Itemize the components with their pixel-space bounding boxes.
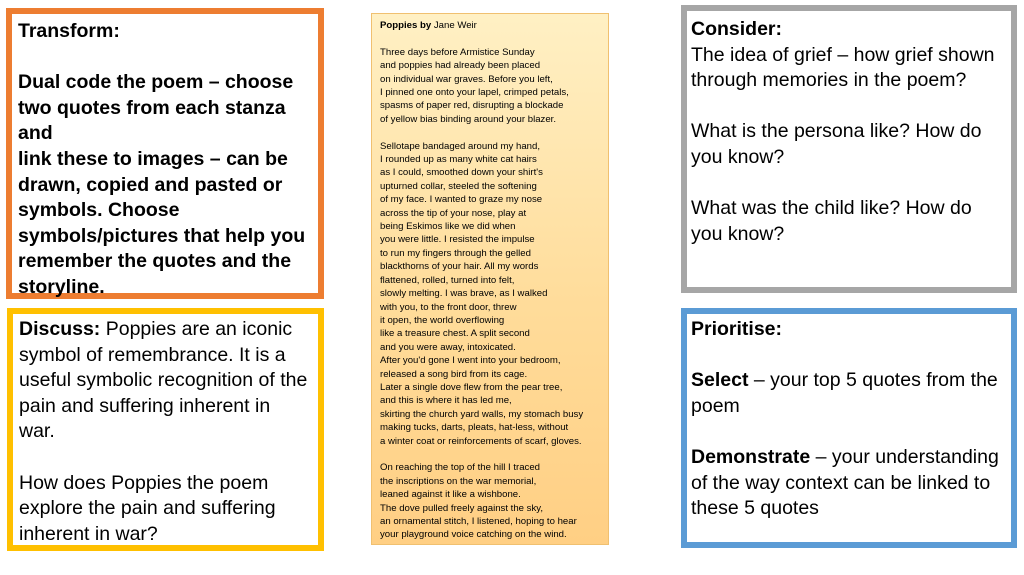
demonstrate-line — [691, 445, 1007, 471]
poem-line: to run my fingers through the gelled — [380, 247, 531, 259]
select-line — [691, 368, 1007, 394]
poem-panel — [371, 13, 609, 545]
stanza-break — [380, 448, 604, 461]
discuss-label: Discuss: — [19, 318, 101, 340]
demonstrate-label: Demonstrate — [691, 445, 811, 468]
poem-line: spasms of paper red, disrupting a blockade — [380, 100, 564, 112]
poem-line: making tucks, darts, pleats, hat-less, without — [380, 422, 569, 434]
poem-title-line — [380, 19, 604, 32]
prioritise-heading: Prioritise: — [691, 318, 783, 340]
poem-line: and this is where it has led me, — [380, 395, 512, 407]
discuss-line: useful symbolic recognition of the — [19, 369, 308, 392]
poem-body — [380, 46, 604, 542]
child-question: What was the child like? How do — [691, 197, 972, 220]
poem-line: The dove pulled freely against the sky, — [380, 502, 544, 514]
discuss-line: pain and suffering inherent in — [19, 394, 271, 417]
discuss-question-line: How does Poppies the poem — [19, 471, 269, 494]
spacer — [691, 171, 1007, 197]
poem-line: with you, to the front door, threw — [380, 301, 517, 313]
poem-line: Later a single dove flew from the pear tree, — [380, 381, 563, 393]
spacer — [18, 45, 312, 71]
transform-heading: Transform: — [18, 20, 120, 42]
poem-line: upturned collar, steeled the softening — [380, 180, 537, 192]
spacer — [691, 343, 1007, 369]
consider-line: through memories in the poem? — [691, 69, 967, 92]
discuss-question-line: inherent in war? — [19, 522, 158, 545]
demonstrate-line: of the way context can be linked to — [691, 471, 991, 494]
transform-instruction-line: two quotes from each stanza and — [18, 96, 286, 145]
select-label: Select — [691, 369, 749, 392]
poem-title: Poppies by — [380, 20, 432, 31]
transform-instruction-line: symbols. Choose — [18, 199, 180, 222]
poem-line: and you were away, intoxicated. — [380, 341, 516, 353]
poem-line: On reaching the top of the hill I traced — [380, 462, 540, 474]
poem-line: the inscriptions on the war memorial, — [380, 475, 537, 487]
transform-instruction-line: storyline. — [18, 275, 105, 298]
transform-instruction-line: remember the quotes and the — [18, 250, 292, 273]
poem-line: you were little. I resisted the impulse — [380, 234, 535, 246]
poem-line: leaned against it like a wishbone. — [380, 489, 521, 501]
discuss-first-line — [19, 317, 312, 343]
poem-line: of my face. I wanted to graze my nose — [380, 194, 543, 206]
poem-line: it open, the world overflowing — [380, 314, 505, 326]
discuss-box — [7, 308, 324, 551]
select-text: – your top 5 quotes from the — [748, 369, 998, 392]
discuss-intro: Poppies are an iconic — [100, 318, 293, 340]
consider-box — [681, 5, 1017, 293]
discuss-question — [19, 471, 312, 548]
poem-line: your playground voice catching on the wind. — [380, 529, 567, 541]
poem-line: being Eskimos like we did when — [380, 221, 516, 233]
poem-line: on individual war graves. Before you left, — [380, 73, 553, 85]
spacer — [691, 94, 1007, 120]
poem-line: Three days before Armistice Sunday — [380, 46, 535, 58]
poem-line: of yellow bias binding around your blazer. — [380, 113, 556, 125]
spacer — [691, 419, 1007, 445]
poem-line: blackthorns of your hair. All my words — [380, 261, 539, 273]
transform-instruction-line: Dual code the poem – choose — [18, 71, 294, 94]
poem-line: skirting the church yard walls, my stomach busy — [380, 408, 584, 420]
demonstrate-line: these 5 quotes — [691, 497, 819, 520]
poem-line: as I could, smoothed down your shirt's — [380, 167, 543, 179]
poem-line: released a song bird from its cage. — [380, 368, 528, 380]
discuss-line: war. — [19, 420, 55, 443]
spacer — [19, 445, 312, 471]
transform-instruction-line: drawn, copied and pasted or — [18, 173, 283, 196]
poem-line: across the tip of your nose, play at — [380, 207, 527, 219]
transform-box — [6, 8, 324, 299]
poem-line: I pinned one onto your lapel, crimped petals, — [380, 87, 569, 99]
demonstrate-text: – your understanding — [810, 445, 999, 468]
poem-line: Sellotape bandaged around my hand, — [380, 140, 541, 152]
select-line: poem — [691, 394, 740, 417]
transform-instruction-line: symbols/pictures that help you — [18, 224, 306, 247]
poem-author: Jane Weir — [431, 20, 477, 31]
spacer — [380, 32, 604, 45]
poem-line: flattened, rolled, turned into felt, — [380, 274, 515, 286]
discuss-question-line: explore the pain and suffering — [19, 497, 276, 520]
poem-line: a winter coat or reinforcements of scarf, gloves. — [380, 435, 582, 447]
discuss-text — [19, 343, 312, 445]
poem-line: slowly melting. I was brave, as I walked — [380, 288, 548, 300]
poem-line: an ornamental stitch, I listened, hoping to hear — [380, 515, 577, 527]
persona-question: you know? — [691, 145, 785, 168]
poem-line: I rounded up as many white cat hairs — [380, 154, 537, 166]
child-question: you know? — [691, 222, 785, 245]
persona-question: What is the persona like? How do — [691, 120, 982, 143]
consider-line: The idea of grief – how grief shown — [691, 43, 995, 66]
stanza-break — [380, 126, 604, 139]
poem-line: like a treasure chest. A split second — [380, 328, 530, 340]
poem-line: and poppies had already been placed — [380, 60, 541, 72]
transform-body — [18, 70, 312, 300]
prioritise-box — [681, 308, 1017, 548]
discuss-line: symbol of remembrance. It is a — [19, 343, 286, 366]
transform-instruction-line: link these to images – can be — [18, 147, 288, 170]
consider-heading: Consider: — [691, 18, 783, 40]
poem-line: After you'd gone I went into your bedroom, — [380, 355, 561, 367]
